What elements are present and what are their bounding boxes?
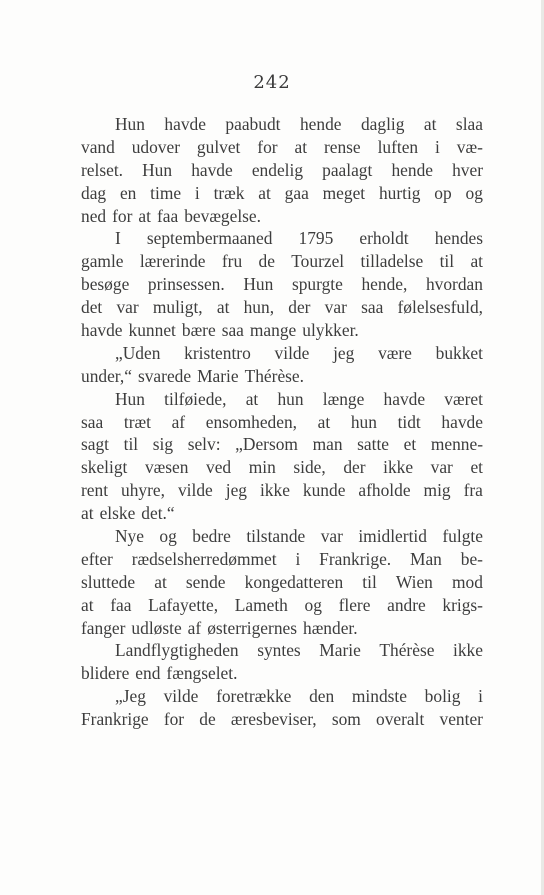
word: Hun bbox=[142, 159, 173, 180]
text-line bbox=[81, 342, 483, 365]
word: time bbox=[150, 182, 182, 203]
text-line bbox=[81, 571, 483, 594]
word: uhyre, bbox=[121, 480, 165, 501]
word: havde bbox=[164, 114, 206, 134]
word: slaa bbox=[455, 114, 483, 134]
text-line bbox=[81, 227, 483, 250]
word: hver bbox=[452, 159, 483, 180]
word: dag bbox=[81, 182, 107, 203]
word: relset. bbox=[81, 159, 124, 180]
word: ikke bbox=[383, 457, 414, 478]
word: bære bbox=[181, 320, 216, 341]
word: havde bbox=[191, 159, 233, 180]
word: at bbox=[258, 182, 271, 203]
word: satte bbox=[357, 434, 390, 455]
text-line bbox=[81, 365, 483, 388]
text-line bbox=[81, 502, 483, 525]
text-line bbox=[81, 411, 483, 434]
word: ensomheden, bbox=[205, 411, 297, 432]
text-line bbox=[81, 685, 483, 708]
word: erholdt bbox=[359, 228, 409, 249]
word: Nye bbox=[115, 526, 144, 547]
word: I bbox=[115, 228, 121, 249]
word: Marie bbox=[197, 365, 239, 386]
word: Wien bbox=[395, 571, 433, 592]
word: sig bbox=[152, 434, 174, 455]
word: selv: bbox=[187, 434, 221, 455]
word: daglig bbox=[360, 114, 405, 134]
word: side, bbox=[293, 457, 326, 478]
word: et bbox=[403, 434, 417, 455]
word: hun bbox=[277, 388, 304, 409]
word: sluttede bbox=[81, 571, 136, 592]
word: lærerinde bbox=[139, 251, 206, 272]
text-line bbox=[81, 296, 483, 319]
word: det.“ bbox=[141, 503, 175, 524]
text-line bbox=[81, 479, 483, 502]
word: mindste bbox=[351, 686, 407, 707]
word: æresbeviser, bbox=[230, 709, 317, 730]
word: ikke bbox=[453, 640, 483, 661]
word: ved bbox=[206, 457, 232, 478]
word: efter bbox=[81, 548, 113, 569]
word: prinsessen. bbox=[147, 274, 225, 295]
word: for bbox=[112, 205, 133, 226]
text-line bbox=[81, 525, 483, 548]
word: være bbox=[378, 342, 412, 363]
word: sende bbox=[185, 571, 226, 592]
text-line bbox=[81, 388, 483, 411]
text-line bbox=[81, 113, 483, 136]
word: kristentro bbox=[184, 342, 251, 363]
word: be- bbox=[460, 548, 483, 569]
word: Lafayette, bbox=[148, 594, 219, 615]
word: 1795 bbox=[298, 228, 334, 249]
word: bedre bbox=[192, 526, 231, 547]
word: af bbox=[171, 411, 186, 432]
text-line bbox=[81, 250, 483, 273]
word: krigs- bbox=[442, 594, 483, 615]
word: og bbox=[465, 182, 483, 203]
word: mod bbox=[452, 571, 483, 592]
word: hun, bbox=[243, 297, 275, 318]
word: fulgte bbox=[442, 526, 483, 547]
word: østerrigernes bbox=[207, 617, 298, 638]
word: følelsesfuld, bbox=[397, 297, 483, 318]
word: jeg bbox=[225, 480, 247, 501]
word: „Uden bbox=[115, 342, 161, 363]
word: et bbox=[470, 457, 483, 478]
word: havde bbox=[81, 320, 123, 341]
word: septembermaaned bbox=[146, 228, 273, 249]
word: fra bbox=[463, 480, 483, 501]
word: udløste bbox=[131, 617, 182, 638]
word: andre bbox=[387, 594, 426, 615]
body-text bbox=[81, 113, 483, 731]
word: „Jeg bbox=[115, 686, 146, 707]
word: faa bbox=[156, 205, 179, 226]
word: foretrække bbox=[216, 686, 292, 707]
text-line bbox=[81, 456, 483, 479]
word: i bbox=[435, 136, 440, 157]
word: gulvet bbox=[196, 136, 241, 157]
word: været bbox=[444, 388, 483, 409]
word: træt bbox=[123, 411, 151, 432]
word: gaa bbox=[284, 182, 309, 203]
word: ned bbox=[81, 205, 107, 226]
word: Hun bbox=[243, 274, 274, 295]
word: den bbox=[309, 686, 335, 707]
word: havde bbox=[383, 388, 426, 409]
word: luften bbox=[377, 136, 419, 157]
word: kunnet bbox=[128, 320, 176, 341]
text-line bbox=[81, 639, 483, 662]
word: i bbox=[478, 686, 483, 707]
text-line bbox=[81, 273, 483, 296]
word: besøge bbox=[81, 274, 130, 295]
word: syntes bbox=[257, 640, 301, 661]
word: væsen bbox=[144, 457, 189, 478]
word: tidt bbox=[397, 411, 421, 432]
word: man bbox=[312, 434, 343, 455]
word: at bbox=[154, 571, 167, 592]
word: hende bbox=[391, 159, 433, 180]
word: Lameth bbox=[234, 594, 288, 615]
word: afholde bbox=[358, 480, 411, 501]
word: var bbox=[320, 526, 343, 547]
word: tilladelse bbox=[360, 251, 424, 272]
word: skeligt bbox=[81, 457, 128, 478]
word: hendes bbox=[434, 228, 483, 249]
text-line bbox=[81, 136, 483, 159]
word: rædselsherredømmet bbox=[131, 548, 277, 569]
word: hende, bbox=[361, 274, 408, 295]
word: de bbox=[199, 709, 216, 730]
word: saa bbox=[361, 297, 384, 318]
word: for bbox=[163, 709, 185, 730]
word: der bbox=[288, 297, 311, 318]
word: Hun bbox=[115, 114, 145, 134]
word: fængselet. bbox=[166, 663, 238, 684]
word: rent bbox=[81, 480, 109, 501]
word: var bbox=[324, 297, 347, 318]
word: hvordan bbox=[425, 274, 483, 295]
word: rense bbox=[323, 136, 361, 157]
word: saa bbox=[221, 320, 244, 341]
word: Man bbox=[410, 548, 442, 569]
word: spurgte bbox=[291, 274, 343, 295]
word: at bbox=[317, 411, 331, 432]
word: blidere bbox=[81, 663, 130, 684]
word: bukket bbox=[435, 342, 483, 363]
word: en bbox=[119, 182, 137, 203]
word: venter bbox=[439, 709, 483, 730]
word: var bbox=[430, 457, 453, 478]
word: end bbox=[135, 663, 161, 684]
word: at bbox=[423, 114, 437, 134]
word: ulykker. bbox=[302, 320, 359, 341]
word: hurtig bbox=[378, 182, 421, 203]
word: kunde bbox=[302, 480, 346, 501]
word: vilde bbox=[177, 480, 213, 501]
word: Hun bbox=[115, 388, 145, 409]
word: mange bbox=[249, 320, 297, 341]
word: for bbox=[257, 136, 278, 157]
word: elske bbox=[99, 503, 136, 524]
word: paabudt bbox=[225, 114, 281, 134]
word: at bbox=[81, 594, 94, 615]
word: sagt bbox=[81, 434, 110, 455]
word: i bbox=[295, 548, 301, 569]
word: under,“ bbox=[81, 365, 132, 386]
word: bevægelse. bbox=[184, 205, 261, 226]
text-line bbox=[81, 319, 483, 342]
word: Thérèse bbox=[379, 640, 435, 661]
word: menne- bbox=[430, 434, 483, 455]
word: at bbox=[138, 205, 151, 226]
word: hende bbox=[299, 114, 342, 134]
word: længe bbox=[322, 388, 365, 409]
word: mig bbox=[423, 480, 451, 501]
text-line bbox=[81, 205, 483, 228]
word: imidlertid bbox=[358, 526, 427, 547]
word: Landflygtigheden bbox=[115, 640, 239, 661]
page-number: 242 bbox=[253, 72, 291, 93]
word: muligt, bbox=[152, 297, 203, 318]
word: at bbox=[81, 503, 94, 524]
word: at bbox=[470, 251, 483, 272]
word: kongedatteren bbox=[244, 571, 344, 592]
word: de bbox=[258, 251, 275, 272]
word: det bbox=[81, 297, 103, 318]
word: saa bbox=[81, 411, 104, 432]
word: at bbox=[216, 297, 230, 318]
word: af bbox=[187, 617, 202, 638]
word: faa bbox=[110, 594, 132, 615]
word: vilde bbox=[274, 342, 310, 363]
word: paalagt bbox=[322, 159, 373, 180]
word: fanger bbox=[81, 617, 126, 638]
word: min bbox=[248, 457, 276, 478]
word: der bbox=[343, 457, 366, 478]
word: væ- bbox=[456, 136, 483, 157]
word: som bbox=[331, 709, 361, 730]
word: og bbox=[304, 594, 322, 615]
word: i bbox=[194, 182, 200, 203]
text-line bbox=[81, 594, 483, 617]
word: var bbox=[116, 297, 139, 318]
text-line bbox=[81, 159, 483, 182]
word: at bbox=[245, 388, 259, 409]
word: meget bbox=[322, 182, 366, 203]
word: tilføiede, bbox=[164, 388, 227, 409]
word: træk bbox=[213, 182, 245, 203]
word: vilde bbox=[163, 686, 199, 707]
word: Tourzel bbox=[291, 251, 345, 272]
word: ikke bbox=[259, 480, 290, 501]
word: udover bbox=[131, 136, 181, 157]
text-line bbox=[81, 548, 483, 571]
word: op bbox=[434, 182, 452, 203]
word: Marie bbox=[319, 640, 361, 661]
word: til bbox=[362, 571, 377, 592]
word: til bbox=[439, 251, 455, 272]
word: hun bbox=[350, 411, 377, 432]
word: „Dersom bbox=[235, 434, 298, 455]
word: gamle bbox=[81, 251, 124, 272]
word: jeg bbox=[333, 342, 355, 363]
word: at bbox=[294, 136, 308, 157]
text-line bbox=[81, 662, 483, 685]
word: vand bbox=[81, 136, 115, 157]
word: til bbox=[123, 434, 139, 455]
word: overalt bbox=[376, 709, 425, 730]
word: bolig bbox=[424, 686, 461, 707]
word: svarede bbox=[137, 365, 192, 386]
word: tilstande bbox=[246, 526, 306, 547]
word: og bbox=[159, 526, 177, 547]
word: fru bbox=[221, 251, 243, 272]
word: Frankrige bbox=[81, 709, 149, 730]
text-line bbox=[81, 182, 483, 205]
word: havde bbox=[441, 411, 483, 432]
word: hænder. bbox=[303, 617, 358, 638]
word: Frankrige. bbox=[319, 548, 392, 569]
word: endelig bbox=[251, 159, 304, 180]
text-line bbox=[81, 433, 483, 456]
word: Thérèse. bbox=[244, 365, 304, 386]
text-line bbox=[81, 708, 483, 731]
text-line bbox=[81, 617, 483, 640]
word: flere bbox=[338, 594, 371, 615]
